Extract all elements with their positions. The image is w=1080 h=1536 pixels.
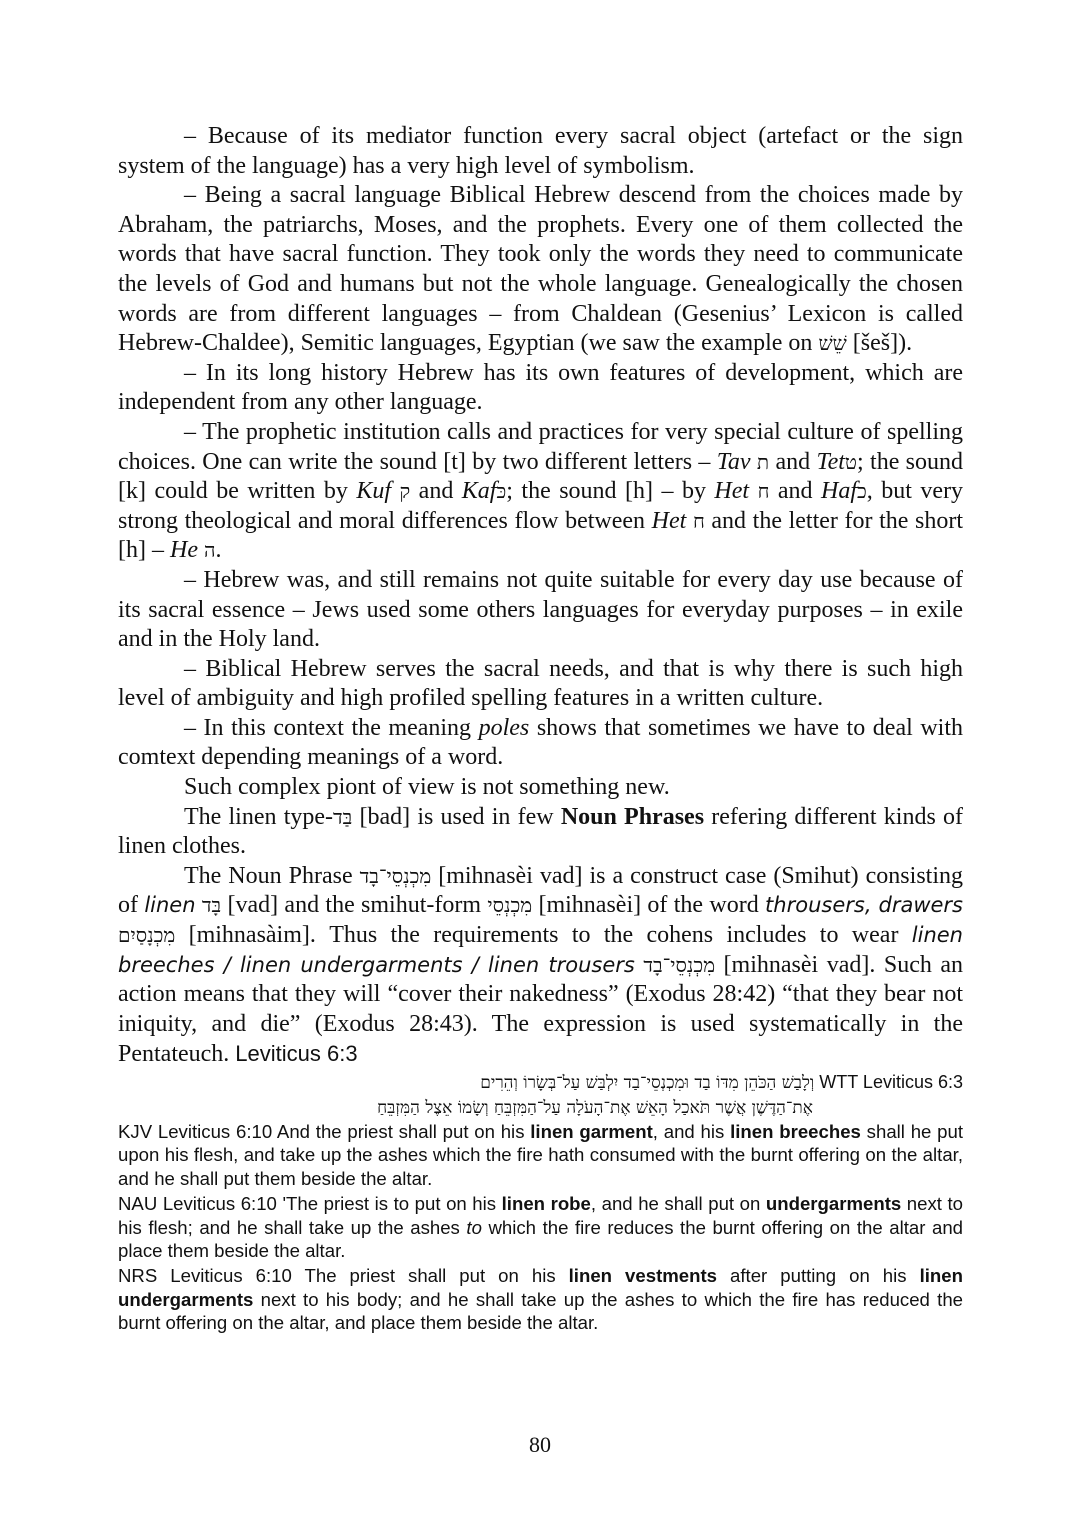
text: KJV Leviticus 6:10 And the priest shall put on his <box>118 1121 531 1142</box>
hebrew-verse-text: וְלָבַשׁ הַכֹּהֵן מִדּוֹ בַד וּמִכְנְסֵי־בַד יִלְבַּשׁ עַל־בְּשָׂרוֹ וְהֵרִים <box>480 1073 815 1093</box>
hebrew-word: מִכְנְסֵי־בָד <box>643 952 716 977</box>
body-text <box>118 122 963 1070</box>
hebrew-word: מִכְנְסֵי־בָד <box>359 863 432 888</box>
hebrew-word: מִכְנְסֵי <box>487 893 533 918</box>
paragraph-9 <box>118 803 963 862</box>
text: [mihnasàim]. Thus the requirements to the cohens includes to wear <box>175 922 912 949</box>
bold-term: Noun Phrases <box>560 803 705 830</box>
verse-reference: Leviticus 6:3 <box>235 1041 358 1067</box>
text: [mihnasèi] of the word <box>532 892 766 919</box>
paragraph-5 <box>118 566 963 655</box>
text: , and his <box>652 1121 731 1142</box>
kjv-quote <box>118 1120 963 1190</box>
text: and <box>410 478 462 505</box>
bold-term: linen vestments <box>568 1265 718 1287</box>
text: next to his body; and he shall take up the ashes to which the fire has reduced the burnt offering on the altar, and place them beside the altar. <box>118 1288 963 1334</box>
text: [mihnasèi vad]. Such an action means that they will “cover their nakedness” (Exodus 28:42) “that they bear not iniquity, and die” (Exodus 28:43). The expression is used systematically in the Pentateuch. <box>118 951 964 1068</box>
text: – Hebrew was, and still remains not quite suitable for every day use because of its sacral essence – Jews used some others languages for everyday purposes – in exile and in the Holy land. <box>118 566 963 653</box>
paragraph-6 <box>118 655 963 714</box>
text: , but very strong theological and moral differences flow between <box>118 478 964 534</box>
hebrew-word: בַּד <box>333 804 353 829</box>
text: . <box>215 537 222 564</box>
text: and <box>769 478 822 505</box>
text: shows that sometimes we have to deal with comtext depending meanings of a word. <box>118 714 963 771</box>
paragraph-1 <box>118 122 963 181</box>
bold-term: undergarments <box>765 1193 902 1215</box>
letter-name: Kaf <box>461 478 497 505</box>
text: The linen type- <box>184 803 334 830</box>
text: – Because of its mediator function every sacral object (artefact or the sign system of the language) has a very high level of symbolism. <box>118 123 963 179</box>
bible-quotes <box>118 1070 963 1335</box>
text: NAU Leviticus 6:10 'The priest is to put on his <box>118 1193 502 1215</box>
text: which the fire reduces the burnt offering on the altar and place them beside the altar. <box>118 1216 963 1262</box>
paragraph-4 <box>118 418 963 566</box>
text: ; the sound [k] could be written by <box>118 448 964 505</box>
text: , and he shall put on <box>590 1193 766 1215</box>
letter-name: Tet <box>816 448 845 475</box>
text: after putting on his <box>717 1265 920 1287</box>
paragraph-8 <box>118 773 963 803</box>
letter-name: Het <box>651 507 687 534</box>
letter-name: Tav <box>716 448 751 475</box>
hebrew-letter: ט <box>844 449 858 474</box>
page-content <box>118 122 963 1335</box>
letter-name: Kuf <box>356 478 391 505</box>
hebrew-letter: ק <box>399 479 411 504</box>
bold-term: linen robe <box>501 1193 591 1215</box>
hebrew-letter: ח <box>692 508 705 533</box>
hebrew-word: מִכְנָסַיִם <box>118 923 176 948</box>
italic-term: throusers, drawers <box>765 893 963 918</box>
paragraph-10 <box>118 862 963 1070</box>
hebrew-letter: ת <box>756 449 770 474</box>
letter-name: He <box>169 537 198 564</box>
paragraph-7 <box>118 714 963 773</box>
hebrew-letter: ח <box>757 479 770 504</box>
text: NRS Leviticus 6:10 The priest shall put on his <box>118 1265 569 1287</box>
text: next to his flesh; and he shall take up the ashes <box>118 1193 963 1238</box>
text: – The prophetic institution calls and practices for very special culture of spelling choices. One can write the sound [t] by two different letters – <box>118 418 963 475</box>
text: and the letter for the short [h] – <box>118 507 964 564</box>
letter-name: Het <box>714 478 750 505</box>
nrs-quote <box>118 1264 963 1334</box>
hebrew-letter: כּ <box>496 479 507 504</box>
text: [bad] is used in few <box>352 803 561 830</box>
text: shall he put upon his flesh, and take up the ashes which the fire hath consumed with the burnt offering on the altar, and he shall put them beside the altar. <box>118 1121 963 1189</box>
italic-term: to <box>466 1216 482 1238</box>
text: – Biblical Hebrew serves the sacral needs, and that is why there is such high level of ambiguity and high profiled spelling features in a written culture. <box>118 655 963 712</box>
bold-term: linen garment <box>530 1121 653 1142</box>
text: [mihnasèi vad] is a construct case (Smihut) consisting of <box>118 862 963 919</box>
bold-term: linen undergarments <box>118 1265 963 1310</box>
text: refering different kinds of linen clothes. <box>118 803 963 860</box>
text: [vad] and the smihut-form <box>221 892 488 919</box>
text: [šeš]). <box>846 330 913 357</box>
paragraph-2 <box>118 181 963 359</box>
text: ; the sound [h] – by <box>506 478 715 505</box>
text: The Noun Phrase <box>184 862 360 889</box>
hebrew-word: שֵׁשׁ <box>818 331 847 356</box>
hebrew-letter: כ <box>857 479 867 504</box>
text: – In its long history Hebrew has its own features of development, which are independent from any other language. <box>118 359 963 416</box>
bold-term: linen breeches <box>730 1121 861 1142</box>
page-number: 80 <box>529 1432 551 1457</box>
text: and <box>769 448 817 475</box>
italic-term: linen <box>144 893 196 918</box>
paragraph-3 <box>118 359 963 418</box>
wtt-label: WTT Leviticus 6:3 <box>819 1072 963 1092</box>
text: – Being a sacral language Biblical Hebrew descend from the choices made by Abraham, the patriarchs, Moses, and the prophets. Every one of them collected the words that have sacral function. They took only the words they need to communicate the levels of God and humans but not the whole language. Genealogically the chosen words are from different languages – from Chaldean (Gesenius’ Lexicon is called Hebrew-Chaldee), Semitic languages, Egyptian (we saw the example on <box>118 182 963 357</box>
italic-term: linen breeches / linen undergarments / linen trousers <box>118 923 963 977</box>
text: Such complex piont of view is not something new. <box>184 774 670 801</box>
letter-name: Haf <box>821 478 858 505</box>
wtt-line-1 <box>118 1070 963 1095</box>
hebrew-letter: ה <box>203 538 216 563</box>
nau-quote <box>118 1192 963 1262</box>
hebrew-verse-text: אֶת־הַדֶּשֶׁן אֲשֶׁר תֹּאכַל הָאֵשׁ אֶת־הָעֹלָה עַל־הַמִּזְבֵּחַ וְשָׂמוֹ אֵצֶל הַמִּזְבֵּחַ <box>377 1098 813 1118</box>
hebrew-word: בָּד <box>201 893 222 918</box>
italic-term: poles <box>478 714 530 741</box>
text: – In this context the meaning <box>184 714 479 741</box>
wtt-line-2 <box>118 1095 963 1120</box>
